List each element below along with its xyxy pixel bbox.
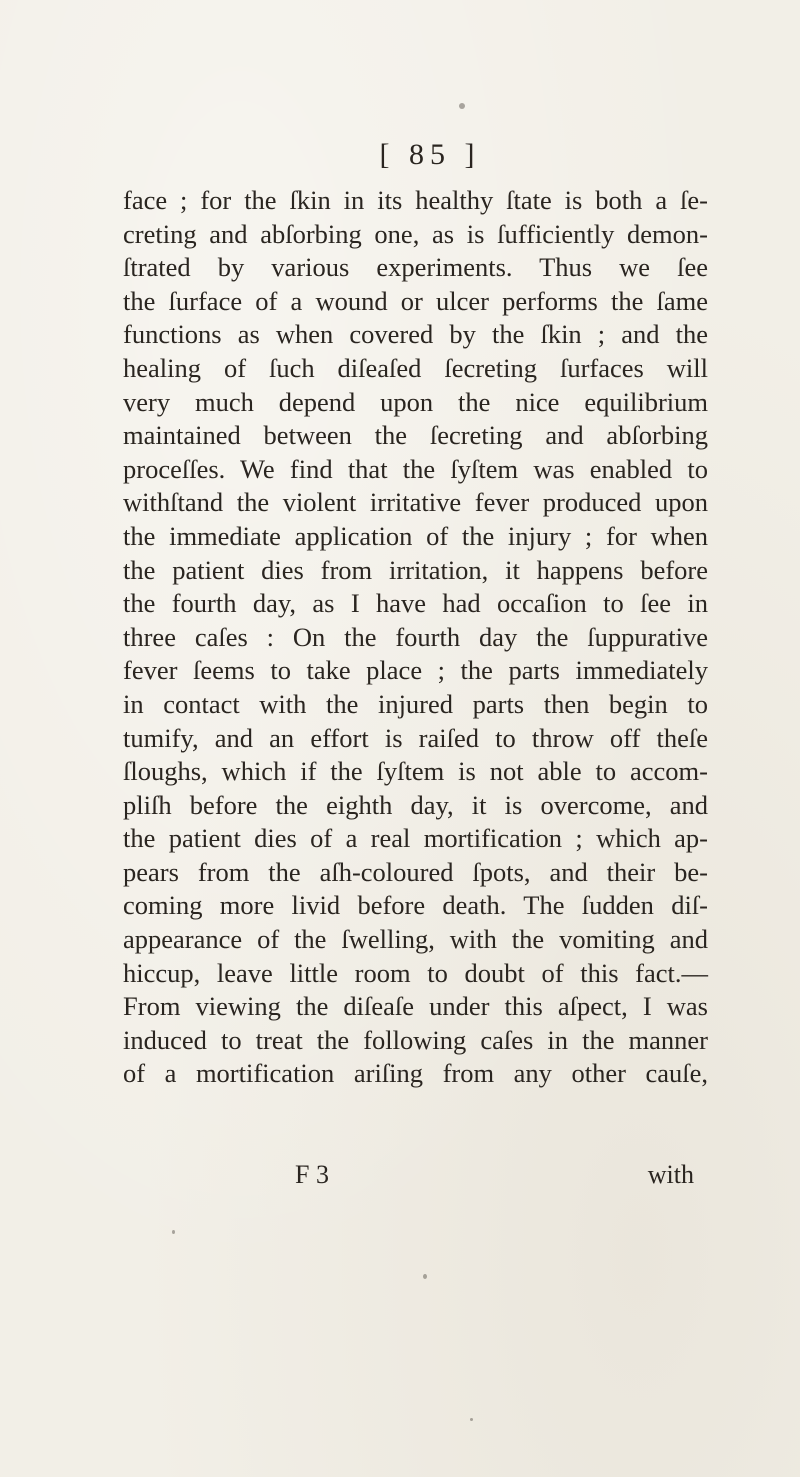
text-line: the patient dies from irritation, it happens before	[123, 554, 708, 585]
text-line: the immediate application of the injury ; for when	[123, 520, 708, 551]
text-line: functions as when covered by the ſkin ; and the	[123, 319, 708, 350]
text-line: pliſh before the eighth day, it is overcome, and	[123, 789, 708, 820]
page-header	[0, 138, 800, 172]
text-line: of a mortification ariſing from any other cauſe,	[123, 1058, 708, 1089]
text-line: induced to treat the following caſes in the manner	[123, 1024, 708, 1055]
body-text	[123, 184, 708, 1091]
page-number: [ 85 ]	[379, 138, 481, 171]
text-line: fever ſeems to take place ; the parts immediately	[123, 655, 708, 686]
text-line: face ; for the ſkin in its healthy ſtate is both a ſe-	[123, 185, 708, 215]
page-footer	[123, 1160, 708, 1194]
catchword: with	[647, 1160, 694, 1189]
text-line: withſtand the violent irritative fever produced upon	[123, 487, 708, 518]
text-line: creting and abſorbing one, as is ſufficiently demon-	[123, 218, 708, 249]
signature-mark: F 3	[295, 1160, 329, 1189]
text-line: very much depend upon the nice equilibrium	[123, 386, 708, 417]
text-line: healing of ſuch diſeaſed ſecreting ſurfaces will	[123, 352, 708, 383]
text-line: From viewing the diſeaſe under this aſpect, I was	[123, 991, 708, 1022]
text-line: the patient dies of a real mortification ; which ap-	[123, 823, 708, 854]
ink-speck	[459, 103, 465, 109]
text-line: in contact with the injured parts then begin to	[123, 688, 708, 719]
ink-speck	[423, 1274, 427, 1279]
text-line: proceſſes. We find that the ſyſtem was enabled to	[123, 453, 708, 484]
ink-speck	[470, 1418, 473, 1421]
text-line: ſtrated by various experiments. Thus we ſee	[123, 252, 708, 283]
text-line: hiccup, leave little room to doubt of this fact.—	[123, 957, 708, 988]
text-line: the fourth day, as I have had occaſion to ſee in	[123, 588, 708, 619]
text-line: ſloughs, which if the ſyſtem is not able to accom-	[123, 756, 708, 787]
text-line: coming more livid before death. The ſudden diſ-	[123, 890, 708, 921]
text-line: maintained between the ſecreting and abſorbing	[123, 420, 708, 451]
text-line: pears from the aſh-coloured ſpots, and their be-	[123, 856, 708, 887]
text-line: the ſurface of a wound or ulcer performs the ſame	[123, 285, 708, 316]
ink-speck	[172, 1230, 175, 1234]
text-line: appearance of the ſwelling, with the vomiting and	[123, 924, 708, 955]
text-line: three caſes : On the fourth day the ſuppurative	[123, 621, 708, 652]
text-line: tumify, and an effort is raiſed to throw off theſe	[123, 722, 708, 753]
